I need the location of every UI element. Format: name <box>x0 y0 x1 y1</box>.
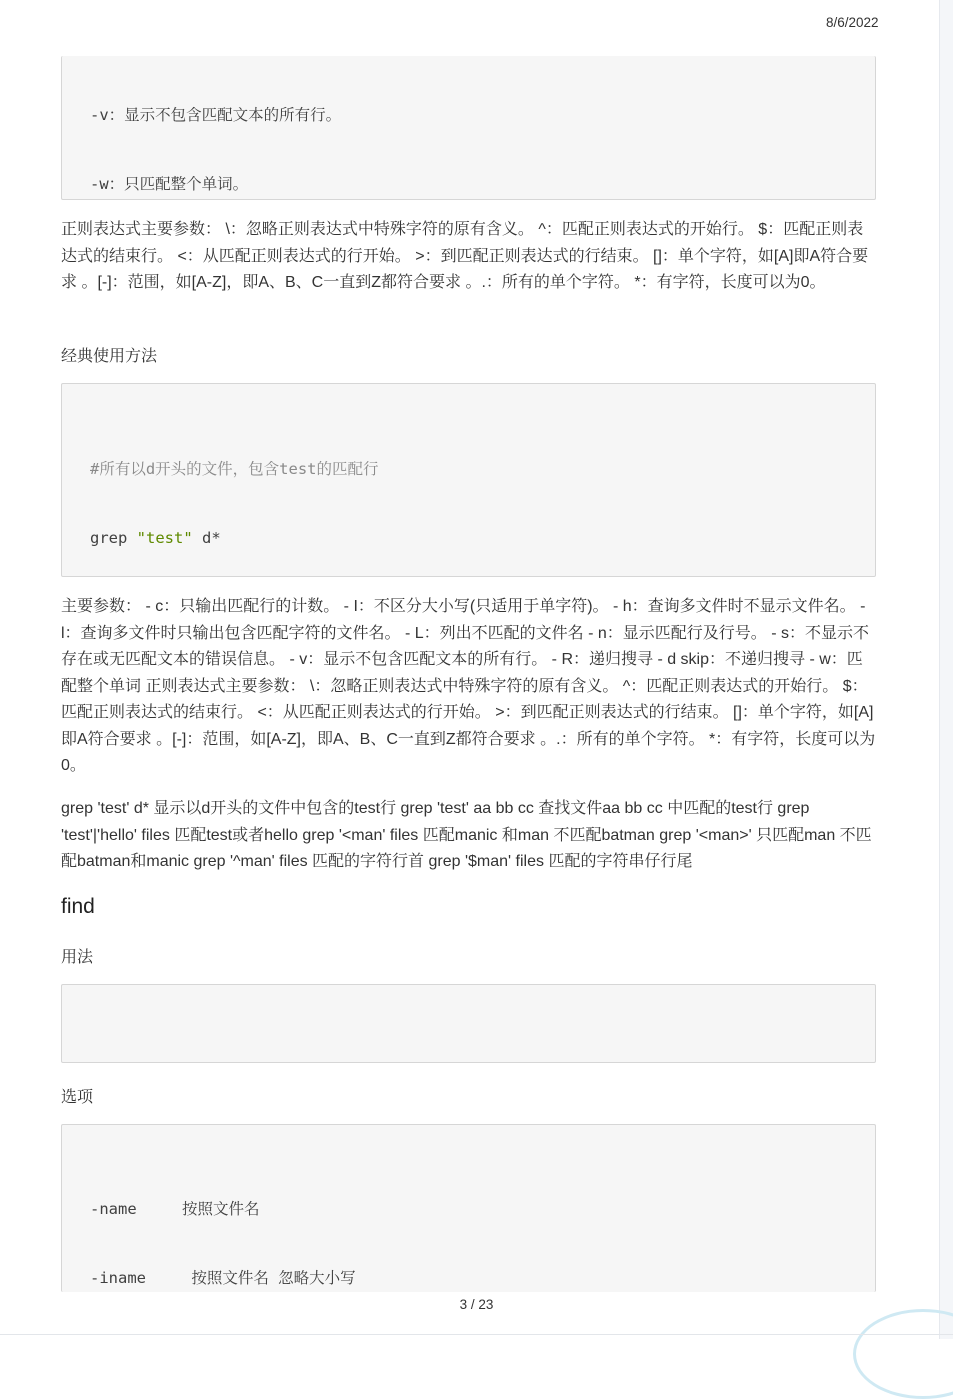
usage-label: 用法 <box>61 949 94 966</box>
code-block-find-usage <box>61 984 876 1063</box>
code-comment: #所有以d开头的文件，包含test的匹配行 <box>90 460 379 478</box>
page-bottom-divider <box>0 1334 953 1335</box>
regex-params-paragraph: 正则表达式主要参数： \：忽略正则表达式中特殊字符的原有含义。 ^：匹配正则表达式的开始行。 $：匹配正则表达式的结束行。 <：从匹配正则表达式的行开始。 >：到匹配正则表达式的行结束。 []：单个字符，如[A]即A符合要求 。[-]：范围，如[A-Z]，即A、B、C一直到Z都符合要求 。.：所有的单个字符。 *：有字符，长度可以为0。 <box>61 221 869 291</box>
code-block-grep-examples <box>61 383 876 577</box>
find-option-row <box>90 1198 847 1221</box>
code-command: grep <box>90 529 137 547</box>
header-date: 8/6/2022 <box>826 15 879 30</box>
code-block-find-options <box>61 1124 876 1292</box>
code-line: -v：显示不包含匹配文本的所有行。 <box>90 106 342 124</box>
scrollbar[interactable] <box>939 0 953 1339</box>
option-flag: -name <box>90 1200 137 1218</box>
code-line: -w：只匹配整个单词。 <box>90 175 249 193</box>
classic-usage-label: 经典使用方法 <box>61 348 158 365</box>
option-flag: -iname <box>90 1269 146 1287</box>
main-params-paragraph: 主要参数： - c：只输出匹配行的计数。 - I：不区分大小写(只适用于单字符)。 - h：查询多文件时不显示文件名。 - l：查询多文件时只输出包含匹配字符的文件名。 - L：列出不匹配的文件名 - n：显示匹配行及行号。 - s：不显示不存在或无匹配文本的错误信息。 - v：显示不包含匹配文本的所有行。 - R：递归搜寻 - d skip：不递归搜寻 - w：匹配整个单词 正则表达式主要参数： \：忽略正则表达式中特殊字符的原有含义。 ^：匹配正则表达式的开始行。 $：匹配正则表达式的结束行。 <：从匹配正则表达式的行开始。 >：到匹配正则表达式的行结束。 []：单个字符，如[A]即A符合要求 。[-]：范围，如[A-Z]，即A、B、C一直到Z都符合要求 。.：所有的单个字符。 *：有字符，长度可以为0。 <box>61 598 876 774</box>
option-description: 按照文件名 忽略大小写 <box>182 1269 356 1287</box>
corner-decoration <box>853 1309 953 1399</box>
options-label: 选项 <box>61 1089 94 1106</box>
option-description: 按照文件名 <box>182 1200 260 1218</box>
grep-examples-paragraph: grep 'test' d* 显示以d开头的文件中包含的test行 grep 'test' aa bb cc 查找文件aa bb cc 中匹配的test行 grep 'test'|'hello' files 匹配test或者hello grep '<man' files 匹配manic 和man 不匹配batman grep '<man>' 只匹配man 不匹配batman和manic grep '^man' files 匹配的字符行首 grep '$man' files 匹配的字符串仔行尾 <box>61 800 872 870</box>
code-string: "test" <box>136 529 193 547</box>
find-heading: find <box>61 895 95 918</box>
code-args: d* <box>192 529 221 547</box>
code-line <box>90 527 847 550</box>
page-number: 3 / 23 <box>459 1297 494 1312</box>
code-line <box>90 1059 847 1063</box>
find-option-row <box>90 1267 847 1290</box>
code-block-grep-options <box>61 56 876 200</box>
